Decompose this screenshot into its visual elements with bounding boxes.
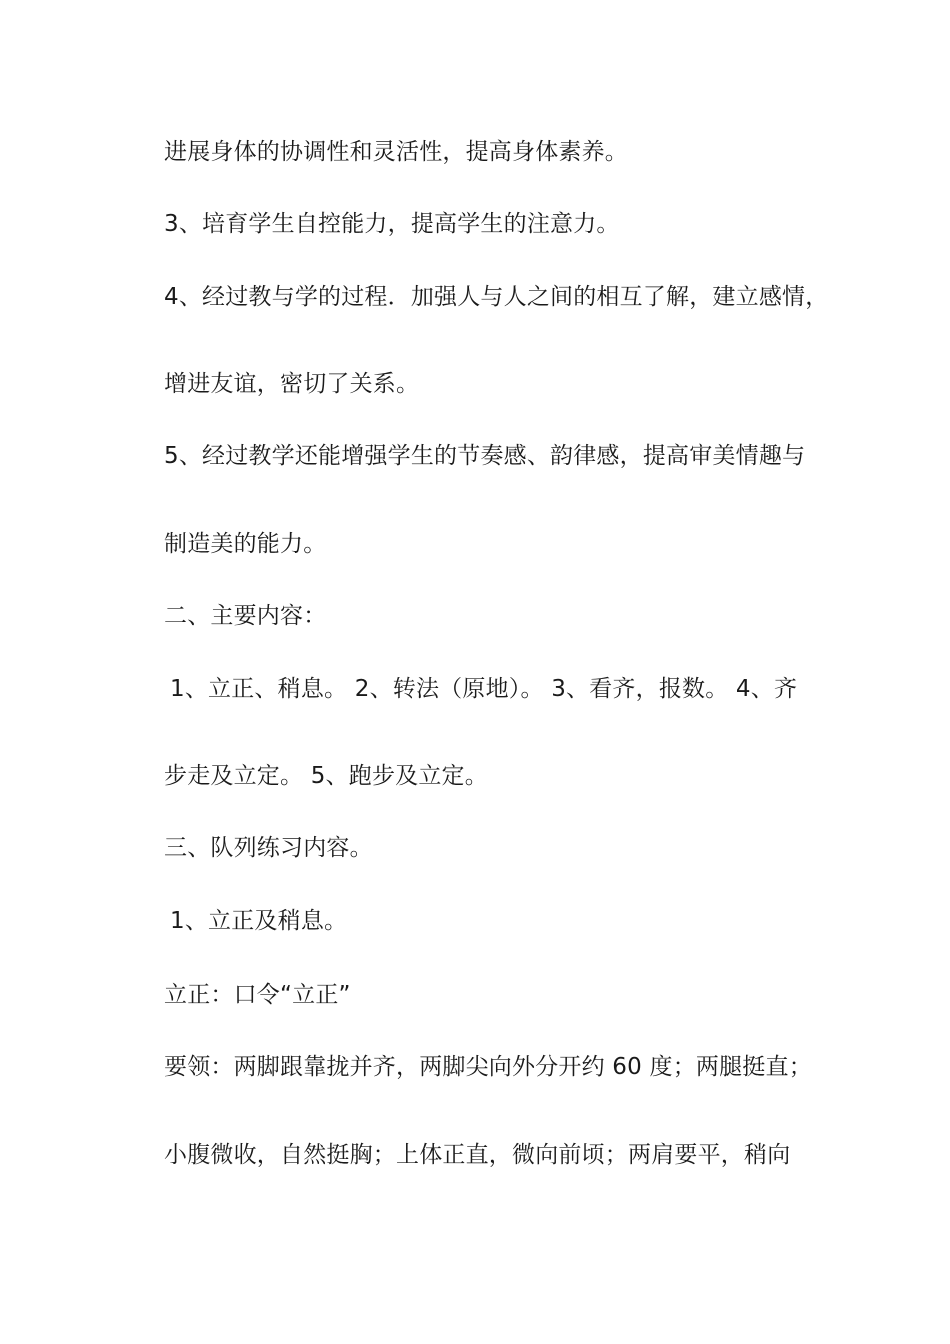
drill-item-1-heading: 1、立正及稍息。 xyxy=(170,908,348,934)
objective-5-line: 5、经过教学还能增强学生的节奏感、韵律感，提高审美情趣与 xyxy=(164,443,806,469)
section-heading-main-content: 二、主要内容： xyxy=(164,603,327,629)
objective-5-continuation: 制造美的能力。 xyxy=(164,531,327,557)
essentials-continuation: 小腹微收，自然挺胸；上体正直，微向前顷；两肩要平，稍向 xyxy=(164,1142,791,1168)
essentials-line: 要领：两脚跟靠拢并齐，两脚尖向外分开约 60 度；两腿挺直； xyxy=(164,1054,812,1080)
section-heading-drill-content: 三、队列练习内容。 xyxy=(164,835,373,861)
main-content-list-continuation: 步走及立定。 5、跑步及立定。 xyxy=(164,763,488,789)
paragraph-line: 进展身体的协调性和灵活性，提高身体素养。 xyxy=(164,139,628,165)
attention-command-line: 立正：口令“立正” xyxy=(164,982,351,1008)
main-content-list-line: 1、立正、稍息。 2、转法（原地）。 3、看齐，报数。 4、齐 xyxy=(170,676,798,702)
objective-4-continuation: 增进友谊，密切了关系。 xyxy=(164,371,420,397)
objective-3-line: 3、培育学生自控能力，提高学生的注意力。 xyxy=(164,211,620,237)
objective-4-line: 4、经过教与学的过程．加强人与人之间的相互了解，建立感情， xyxy=(164,284,829,310)
